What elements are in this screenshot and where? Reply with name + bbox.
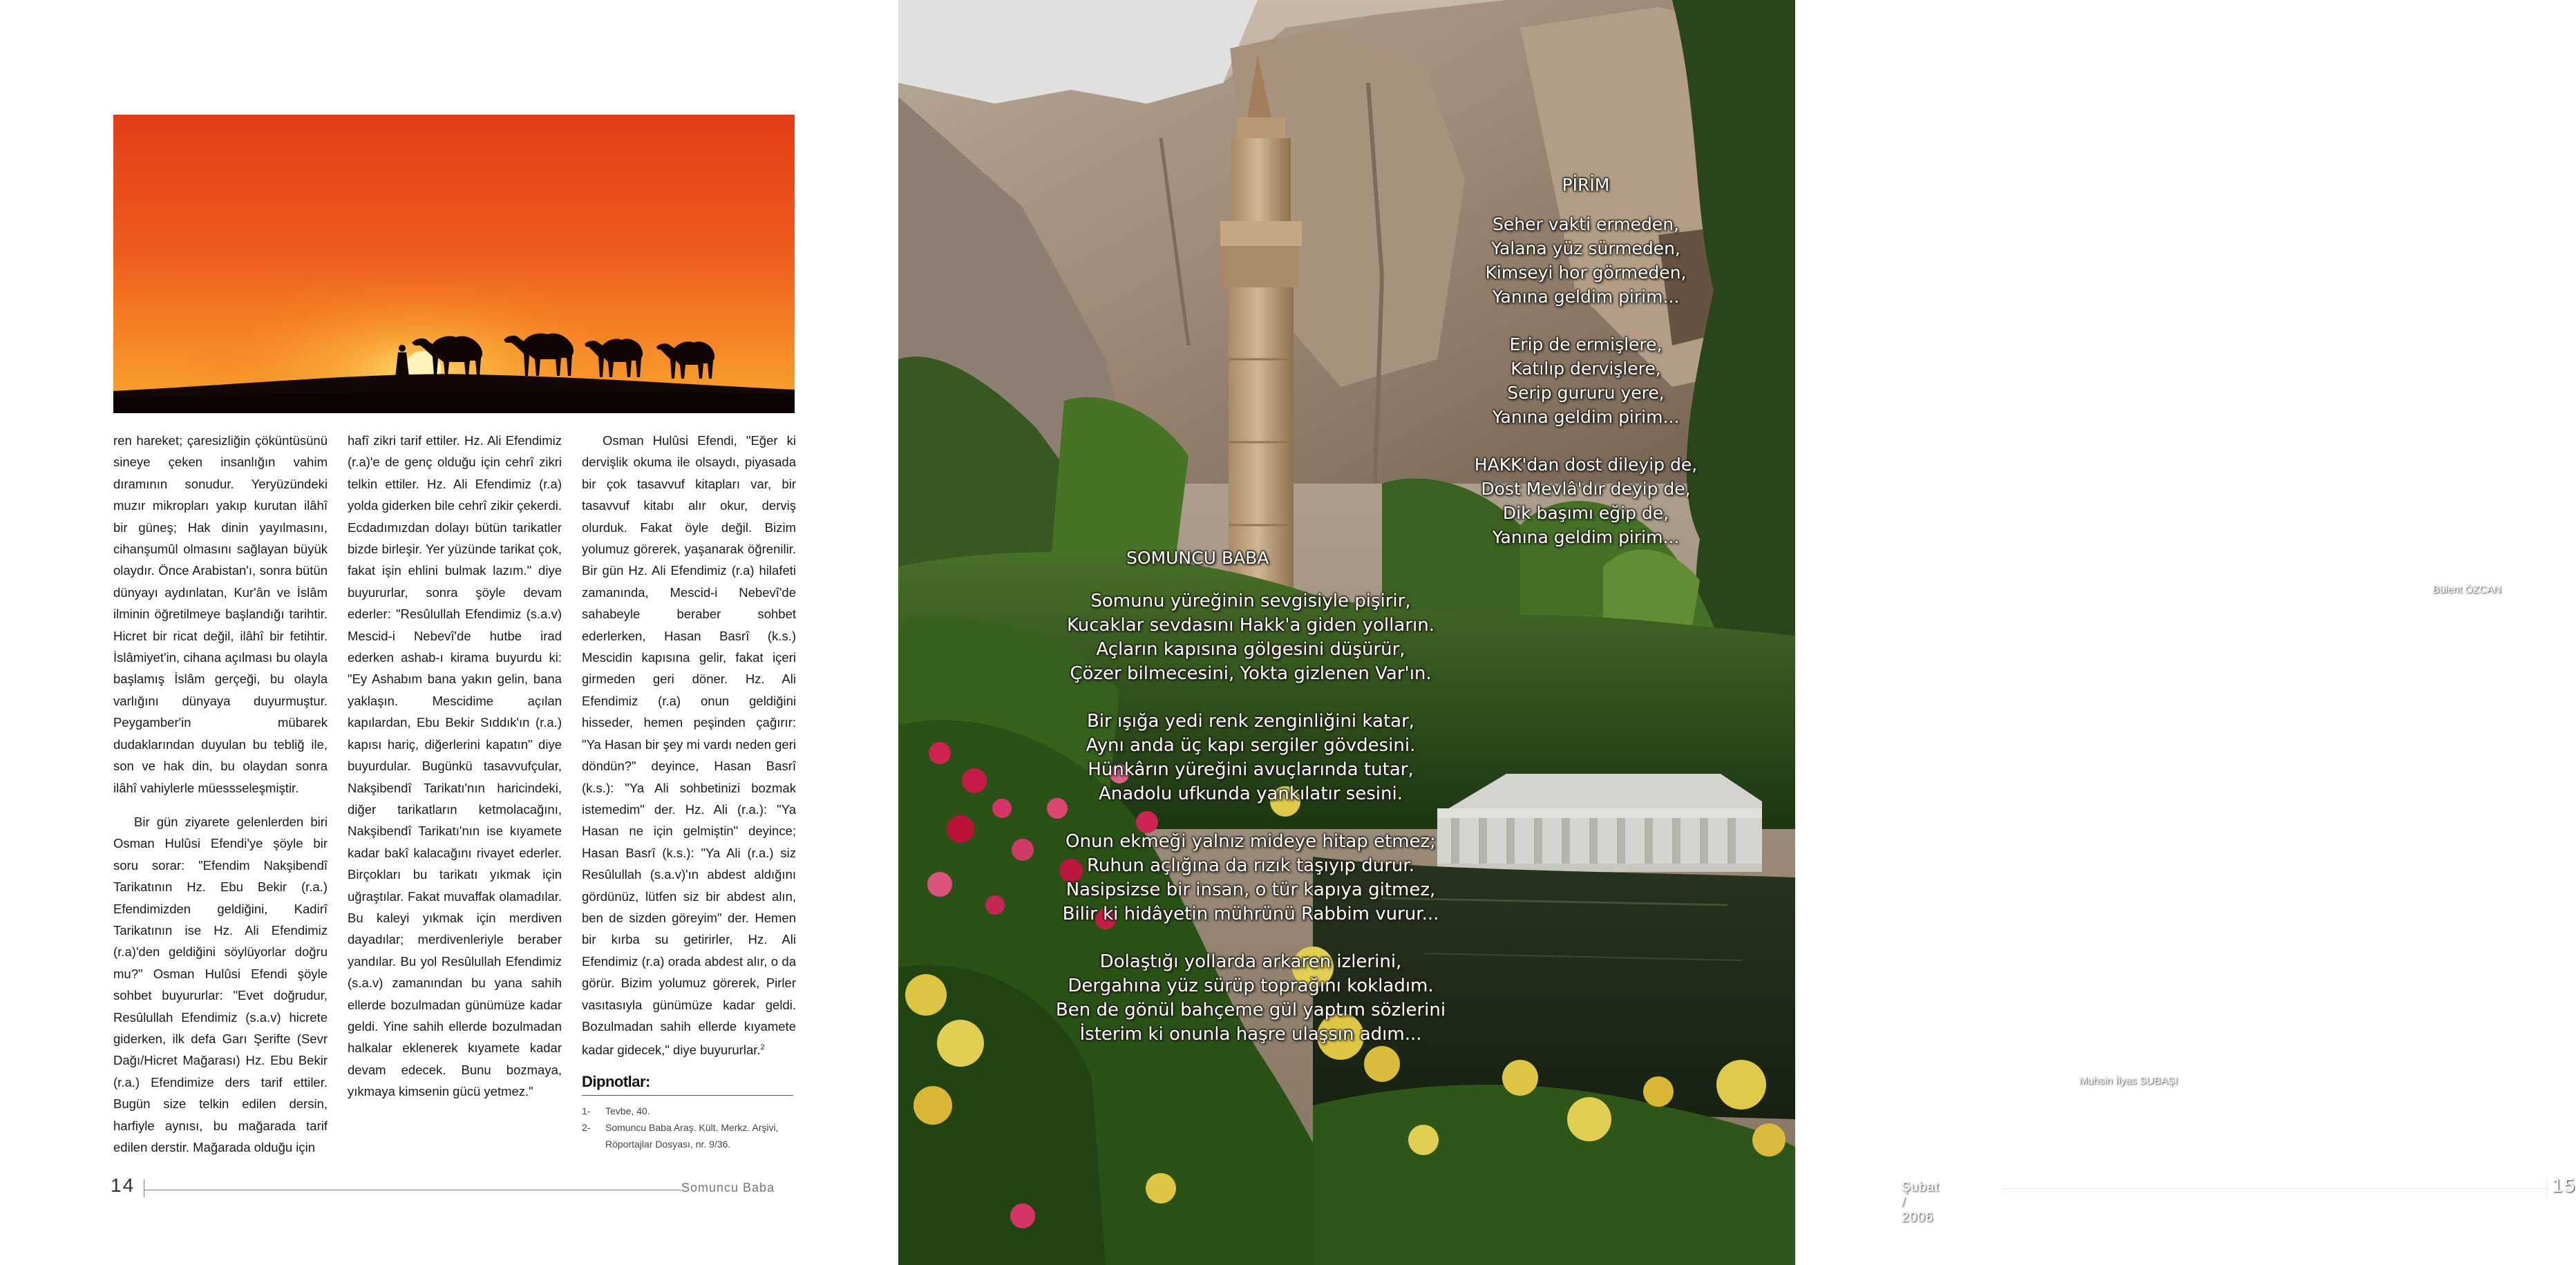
poem-line: Erip de ermişlere, xyxy=(1509,334,1663,354)
poem-stanza xyxy=(1406,212,1765,309)
magazine-name: Somuncu Baba xyxy=(681,1181,775,1195)
footer-divider-bar-right xyxy=(2547,1178,2548,1197)
footnote-item xyxy=(582,1103,793,1119)
poem-line: Yanına geldim pirim... xyxy=(1492,287,1680,307)
left-page xyxy=(0,0,898,1265)
footnote-number: 2- xyxy=(582,1122,591,1133)
poem-stanza xyxy=(988,950,1513,1047)
poem-somuncu-baba xyxy=(988,546,1513,1070)
footnote-text: Tevbe, 40. xyxy=(605,1105,650,1116)
poem-pirim xyxy=(1406,173,1765,573)
issue-date: Şubat / 2006 xyxy=(1902,1180,1940,1225)
poem-line: Ben de gönül bahçeme gül yaptım sözlerini xyxy=(1055,1000,1446,1020)
footnote-text: Somuncu Baba Araş. Kült. Merkz. Arşivi, Röportajlar Dosyası, nr. 9/36. xyxy=(605,1122,779,1150)
col3-paragraph-1: Osman Hulûsi Efendi, "Eğer ki dervişlik okuma ile olsaydı, piyasada bir çok tasavvuf kitapları var, bir tasavvuf kitabı alır okur, derviş olurduk. Fakat öyle değil. Bizim yolumuz görerek, yaşanarak öğrenilir. Bir gün Hz. Ali Efendimiz (r.a) hilafeti zamanında, Mescid-i Nebevî'de sahabeyle beraber sohbet ederlerken, Hasan Basrî (k.s.) Mescidin kapısına gelir, fakat içeri girmeden geri döner. Hz. Ali Efendimiz (r.a) onun geldiğini hisseder, hemen peşinden çağırır: "Ya Hasan bir şey mi vardı neden geri döndün?" deyince, Hasan Basrî (k.s.): "Ya Ali sohbetinizi bozmak istemedim" der. Hz. Ali (r.a.): "Ya Hasan ne için gelmiştin" deyince; Hasan Basrî (k.s.): "Ya Ali (r.a.) siz Resûlullah (s.a.v)'ın abdest aldığını gördünüz, lütfen siz bir abdest alın, ben de sizden göreyim" der. Hemen bir kırba su getirirler, Hz. Ali Efendimiz (r.a) orada abdest alır, o da görür. Bizim yolumuz görerek, Pirler vasıtasıyla günümüze kadar geldi. Bozulmadan sahih ellerde kıyamete kadar gidecek," diye buyururlar. xyxy=(582,433,796,1058)
footnote-item xyxy=(582,1119,793,1152)
poem-line: İsterim ki onunla haşre ulaşsın adım... xyxy=(1079,1024,1422,1045)
page-number-right: 15 xyxy=(2552,1174,2576,1196)
footnotes-title: Dipnotlar: xyxy=(582,1073,650,1090)
poem-line: Yanına geldim pirim... xyxy=(1492,407,1680,427)
poem-somuncu-author: Muhsin İlyas SUBAŞI xyxy=(2078,1075,2178,1087)
poem-line: Dost Mevlâ'dır deyip de, xyxy=(1481,479,1691,499)
col1-paragraph-2: Bir gün ziyarete gelenlerden biri Osman Hulûsi Efendi'ye şöyle bir soru sorar: "Efendim Nakşibendî Tarikatının Hz. Ebu Bekir (r.a.) Efendimizden geldiğini, Kadirî Tarikatının ise Hz. Ali Efendimiz (r.a)'den geldiğini söylüyorlar doğru mu?" Osman Hulûsi Efendi şöyle sohbet buyururlar: "Evet doğrudur, Resûlullah Efendimiz (s.a.v) hicrete giderken, ilk defa Garı Şerifte (Sevr Dağı/Hicret Mağarası) Hz. Ebu Bekir (r.a.) Efendimize ders tarif ettiler. Bugün size telkin edilen dersin, harfiyle aynısı, bu mağarada tarif edilen derstir. Mağarada olduğu için xyxy=(113,814,328,1154)
poem-line: Hünkârın yüreğini avuçlarında tutar, xyxy=(1088,759,1414,780)
poem-line: Dik başımı eğip de, xyxy=(1502,503,1669,523)
poem-stanza xyxy=(1406,332,1765,429)
footnote-number: 1- xyxy=(582,1105,591,1116)
text-column-1 xyxy=(113,430,328,1158)
col1-paragraph-1: ren hareket; çaresizliğin çöküntüsünü sineye çeken insanlığın vahim dıramının sonudur. Yeryüzündeki muzır mikropları yakıp kurutan ilâhî bir güneş; Hak dinin yayılmasını, cihanşumûl olmasını sağlayan büyük olaydır. Önce Arabistan'ı, sonra bütün dünyayı aydınlatan, Kur'ân ve İslâm ilminin öğretilmeye başlandığı tarihtir. Hicret bir ricat değil, ilâhî bir fetihtir. İslâmiyet'in, cihana açılması bu olayla başlamış İslâm gerçeği, bu olayla varlığını dünyaya duyurmuştur. Peygamber'in mübarek dudaklarından duyulan bu tebliğ ile, son ve hak din, bu olaydan sonra ilâhî vahiylerle müessseleşmiştir. xyxy=(113,433,328,795)
footnotes xyxy=(582,1073,793,1152)
poem-line: Aynı anda üç kapı sergiler gövdesini. xyxy=(1086,735,1416,756)
poem-pirim-author: Bülent ÖZCAN xyxy=(2432,584,2501,596)
footer-rule-right xyxy=(2002,1188,2548,1189)
poem-line: Serip gururu yere, xyxy=(1507,383,1665,403)
poem-stanza xyxy=(988,830,1513,926)
poem-line: Çözer bilmecesini, Yokta gizlenen Var'ın. xyxy=(1070,663,1432,684)
footnote-ref-2: 2 xyxy=(760,1043,765,1052)
poem-line: Dergahına yüz sürüp toprağını kokladım. xyxy=(1068,976,1434,996)
poem-line: Kimseyi hor görmeden, xyxy=(1485,263,1687,283)
poem-somuncu-title: SOMUNCU BABA xyxy=(1126,548,1269,568)
poem-line: Bir ışığa yedi renk zenginliğini katar, xyxy=(1086,711,1415,732)
poem-line: Açların kapısına gölgesini düşürür, xyxy=(1096,639,1405,660)
footnotes-divider xyxy=(582,1095,793,1096)
poem-line: Bilir ki hidâyetin mührünü Rabbim vurur... xyxy=(1062,904,1439,924)
poem-pirim-title: PİRİM xyxy=(1562,175,1610,195)
text-column-3 xyxy=(582,430,796,1061)
poem-line: Yalana yüz sürmeden, xyxy=(1491,238,1680,258)
page-number-left: 14 xyxy=(111,1174,135,1196)
poem-line: Nasipsizse bir insan, o tür kapıya gitmez, xyxy=(1066,879,1436,900)
camel-caravan-sunset-photo xyxy=(113,115,795,413)
poem-line: Dolaştığı yollarda arkaren izlerini, xyxy=(1099,951,1402,972)
poem-line: Anadolu ufkunda yankılatır sesini. xyxy=(1098,783,1403,804)
poem-stanza xyxy=(988,589,1513,686)
poem-line: Seher vakti ermeden, xyxy=(1493,214,1679,234)
poem-line: Onun ekmeği yalnız mideye hitap etmez; xyxy=(1066,831,1436,852)
poem-stanza xyxy=(1406,453,1765,549)
text-column-2 xyxy=(348,430,562,1103)
poem-line: Katılıp dervişlere, xyxy=(1510,359,1661,379)
poem-line: Ruhun açlığına da rızık taşıyıp durur. xyxy=(1087,855,1414,876)
col2-paragraph-1: hafî zikri tarif ettiler. Hz. Ali Efendimiz (r.a)'e de genç olduğu için cehrî zikri telkin ettiler. Hz. Ali Efendimiz (r.a) yolda giderken bile cehrî zikir çekerdi. Ecdadımızdan dolayı bütün tarikatler bizde birleşir. Yer yüzünde tarikat çok, fakat işin ehlini bulmak lazım." diye buyururlar, sonra şöyle devam ederler: "Resûlullah Efendimiz (s.a.v) Mescid-i Nebevî'de hutbe irad ederken ashab-ı kirama buyurdu ki: "Ey Ashabım bana yakın gelin, bana yaklaşın. Mescidime açılan kapılardan, Ebu Bekir Sıddık'ın (r.a.) kapısı hariç, diğerlerini kapatın" diye buyurdular. Bugünkü tasavvufçular, Nakşibendî Tarikatı'nın haricindeki, diğer tarikatların ketmolacağını, Nakşibendî Tarikatı'nın ise kıyamete kadar bakî kalacağını rivayet ederler. Birçokları bu tarikatı yıkmak için uğraştılar. Fakat muvaffak olamadılar. Bu kaleyi yıkmak için merdiven dayadılar; merdivenleriyle beraber yandılar. Bu yol Resûlullah Efendimiz (s.a.v) zamanından bu yana sahih ellerde bozulmadan günümüze kadar geldi. Yine sahih ellerde bozulmadan halkalar eklenerek kıyamete kadar devam edecek. Bunu bozmaya, yıkmaya kimsenin gücü yetmez." xyxy=(348,433,562,1099)
poem-line: Yanına geldim pirim... xyxy=(1492,527,1680,547)
poem-line: Kucaklar sevdasını Hakk'a giden yolların. xyxy=(1067,615,1434,636)
poem-stanza xyxy=(988,710,1513,806)
poem-line: HAKK'dan dost dileyip de, xyxy=(1474,455,1698,475)
poem-line: Somunu yüreğinin sevgisiyle pişirir, xyxy=(1090,591,1411,611)
